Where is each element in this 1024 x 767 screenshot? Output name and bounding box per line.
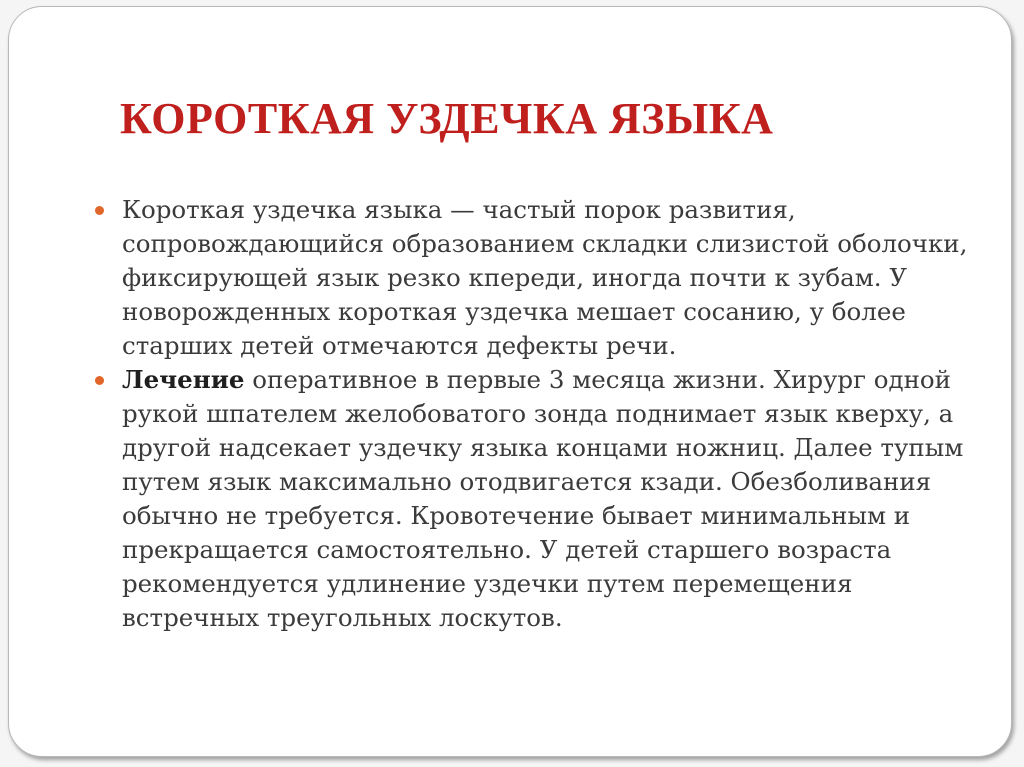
slide xyxy=(8,6,1012,757)
bullet-bold-term: Лечение xyxy=(122,365,245,394)
bullet-text: оперативное в первые 3 месяца жизни. Хирург одной рукой шпателем желобоватого зонда поднимает язык кверху, а другой надсекает уздечку языка концами ножниц. Далее тупым путем язык максимально отодвигается кзади. Обезболивания обычно не требуется. Кровотечение бывает минимальным и прекращается самостоятельно. У детей старшего возраста рекомендуется удлинение уздечки путем перемещения встречных треугольных лоскутов. xyxy=(122,365,964,632)
slide-title: КОРОТКАЯ УЗДЕЧКА ЯЗЫКА xyxy=(120,94,774,143)
bullet-dot-icon xyxy=(95,376,104,385)
bullet-dot-icon xyxy=(95,206,104,215)
bullet-text: Короткая уздечка языка — частый порок развития, сопровождающийся образованием складки слизистой оболочки, фиксирующей язык резко кпереди, иногда почти к зубам. У новорожденных короткая уздечка мешает сосанию, у более старших детей отмечаются дефекты речи. xyxy=(122,195,968,360)
bullet-item xyxy=(95,193,995,363)
bullet-list xyxy=(95,193,995,635)
bullet-item xyxy=(95,363,995,635)
